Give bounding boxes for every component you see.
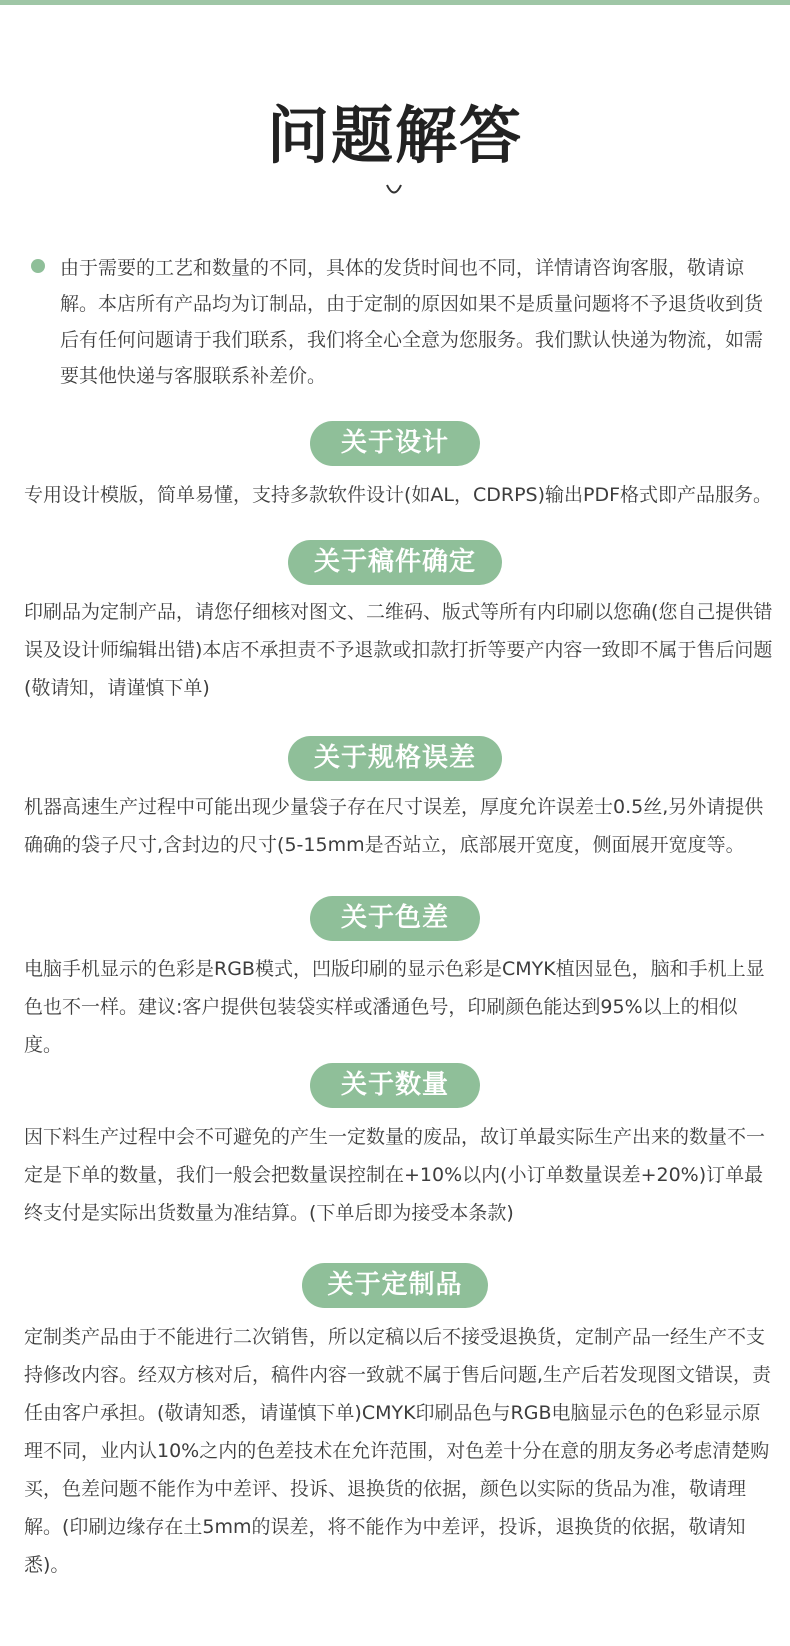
section-body-custom: 定制类产品由于不能进行二次销售，所以定稿以后不接受退换货，定制产品一经生产不支持修改内容。经双方核对后，稿件内容一致就不属于售后问题,生产后若发现图文错误，责任由客户承担。(敬请知悉，请谨慎下单)CMYK印刷品色与RGB电脑显示色的色彩显示原理不同，业内认10%之内的色差技术在允许范围，对色差十分在意的朋友务必考虑清楚购买，色差问题不能作为中差评、投诉、退换货的依据，颜色以实际的货品为准，敬请理解。(印刷边缘存在土5mm的误差，将不能作为中差评，投诉，退换货的依据，敬请知悉)。 <box>24 1326 772 1576</box>
section-body-color: 电脑手机显示的色彩是RGB模式，凹版印刷的显示色彩是CMYK植因显色，脑和手机上显色也不一样。建议:客户提供包装袋实样或潘通色号，印刷颜色能达到95%以上的相似度。 <box>24 958 765 1056</box>
top-accent-bar <box>0 0 790 5</box>
section-body-design: 专用设计模版，简单易懂，支持多款软件设计(如AL，CDRPS)输出PDF格式即产品服务。 <box>24 484 773 506</box>
section-heading-manuscript: 关于稿件确定 <box>288 540 502 585</box>
section-body-quantity: 因下料生产过程中会不可避免的产生一定数量的废品，故订单最实际生产出来的数量不一定是下单的数量，我们一般会把数量误控制在+10%以内(小订单数量误差+20%)订单最终支付是实际出货数量为准结算。(下单后即为接受本条款) <box>24 1126 766 1224</box>
section-heading-spec-error: 关于规格误差 <box>288 736 502 781</box>
section-heading-design: 关于设计 <box>310 421 480 466</box>
page-title: 问题解答 <box>266 99 523 172</box>
section-heading-quantity: 关于数量 <box>310 1063 480 1108</box>
intro-bullet-dot <box>31 259 45 273</box>
section-body-spec-error: 机器高速生产过程中可能出现少量袋子存在尺寸误差，厚度允许误差士0.5丝,另外请提供确确的袋子尺寸,含封边的尺寸(5-15mm是否站立，底部展开宽度，侧面展开宽度等。 <box>24 796 764 856</box>
section-heading-custom: 关于定制品 <box>302 1263 488 1308</box>
section-body-manuscript: 印刷品为定制产品，请您仔细核对图文、二维码、版式等所有内印刷以您确(您自己提供错误及设计师编辑出错)本店不承担责不予退款或扣款打折等要产内容一致即不属于售后问题(敬请知，请谨慎下单) <box>24 601 773 699</box>
intro-paragraph: 由于需要的工艺和数量的不同，具体的发货时间也不同，详情请咨询客服，敬请谅解。本店所有产品均为订制品，由于定制的原因如果不是质量问题将不予退货收到货后有任何问题请于我们联系，我们将全心全意为您服务。我们默认快递为物流，如需要其他快递与客服联系补差价。 <box>60 257 764 387</box>
section-heading-color: 关于色差 <box>310 896 480 941</box>
title-decoration-arc <box>386 184 402 196</box>
